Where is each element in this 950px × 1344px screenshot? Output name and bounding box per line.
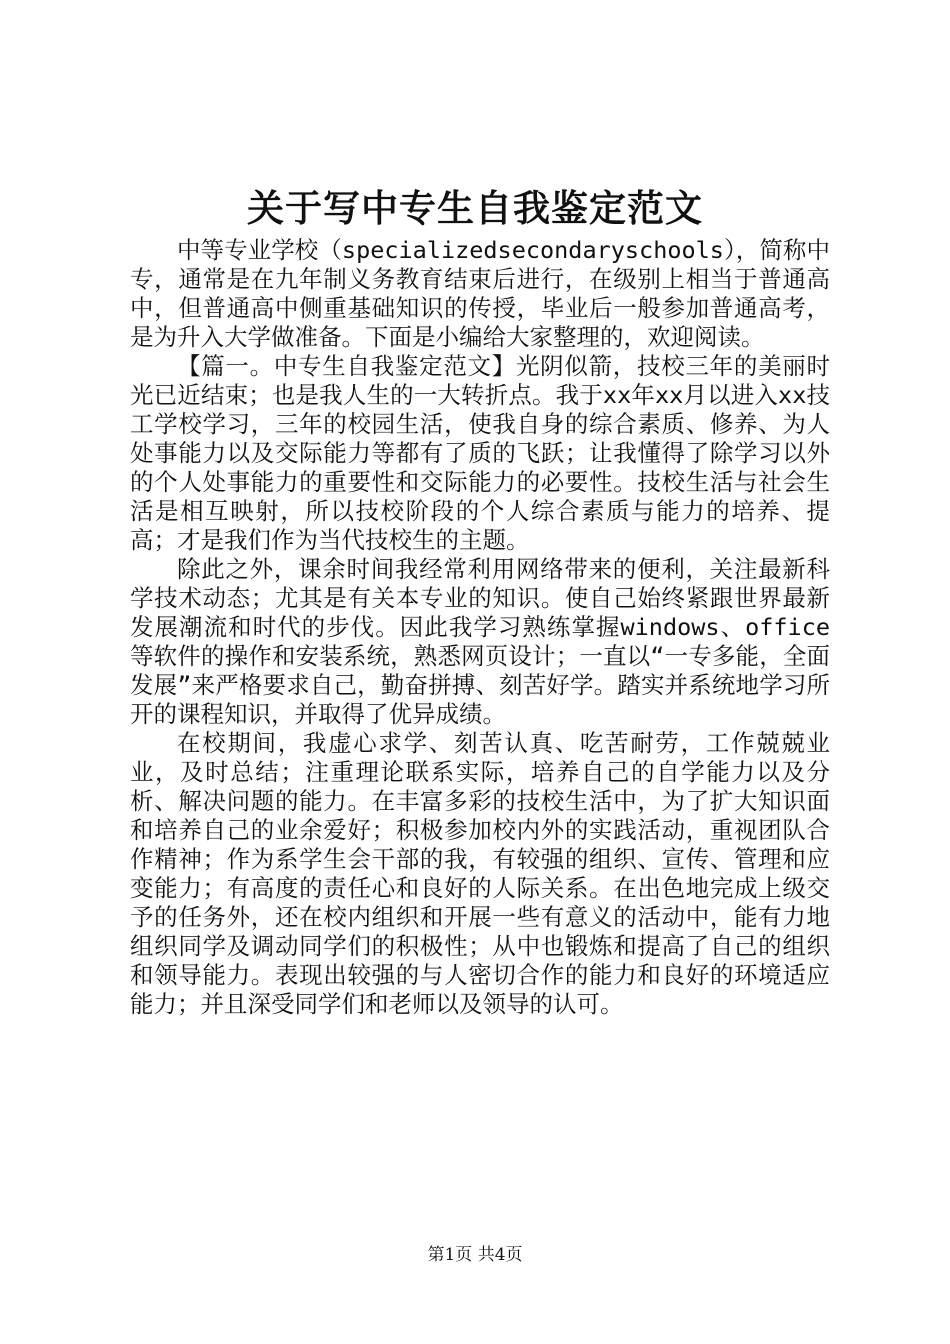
document-title: 关于写中专生自我鉴定范文 bbox=[247, 186, 703, 230]
document-body bbox=[130, 236, 830, 1019]
paragraph-extracurricular: 除此之外，课余时间我经常利用网络带来的便利，关注最新科学技术动态；尤其是有关本专业的知识。使自己始终紧跟世界最新发展潮流和时代的步伐。因此我学习熟练掌握windows、office等软件的操作和安装系统，熟悉网页设计；一直以“一专多能，全面发展”来严格要求自己，勤奋拼搏、刻苦好学。踏实并系统地学习所开的课程知识，并取得了优异成绩。 bbox=[130, 555, 830, 728]
paragraph-school-period: 在校期间，我虚心求学、刻苦认真、吃苦耐劳，工作兢兢业业，及时总结；注重理论联系实际，培养自己的自学能力以及分析、解决问题的能力。在丰富多彩的技校生活中，为了扩大知识面和培养自己的业余爱好；积极参加校内外的实践活动，重视团队合作精神；作为系学生会干部的我，有较强的组织、宣传、管理和应变能力；有高度的责任心和良好的人际关系。在出色地完成上级交予的任务外，还在校内组织和开展一些有意义的活动中，能有力地组织同学及调动同学们的积极性；从中也锻炼和提高了自己的组织和领导能力。表现出较强的与人密切合作的能力和良好的环境适应能力；并且深受同学们和老师以及领导的认可。 bbox=[130, 729, 830, 1018]
page-number-footer: 第1页 共4页 bbox=[427, 1245, 523, 1265]
paragraph-section-one: 【篇一。中专生自我鉴定范文】光阴似箭，技校三年的美丽时光已近结束；也是我人生的一大转折点。我于xx年xx月以进入xx技工学校学习，三年的校园生活，使我自身的综合素质、修养、为人处事能力以及交际能力等都有了质的飞跃；让我懂得了除学习以外的个人处事能力的重要性和交际能力的必要性。技校生活与社会生活是相互映射，所以技校阶段的个人综合素质与能力的培养、提高；才是我们作为当代技校生的主题。 bbox=[130, 352, 830, 554]
paragraph-intro: 中等专业学校（specializedsecondaryschools），简称中专，通常是在九年制义务教育结束后进行，在级别上相当于普通高中，但普通高中侧重基础知识的传授，毕业后一般参加普通高考，是为升入大学做准备。下面是小编给大家整理的，欢迎阅读。 bbox=[130, 236, 830, 351]
